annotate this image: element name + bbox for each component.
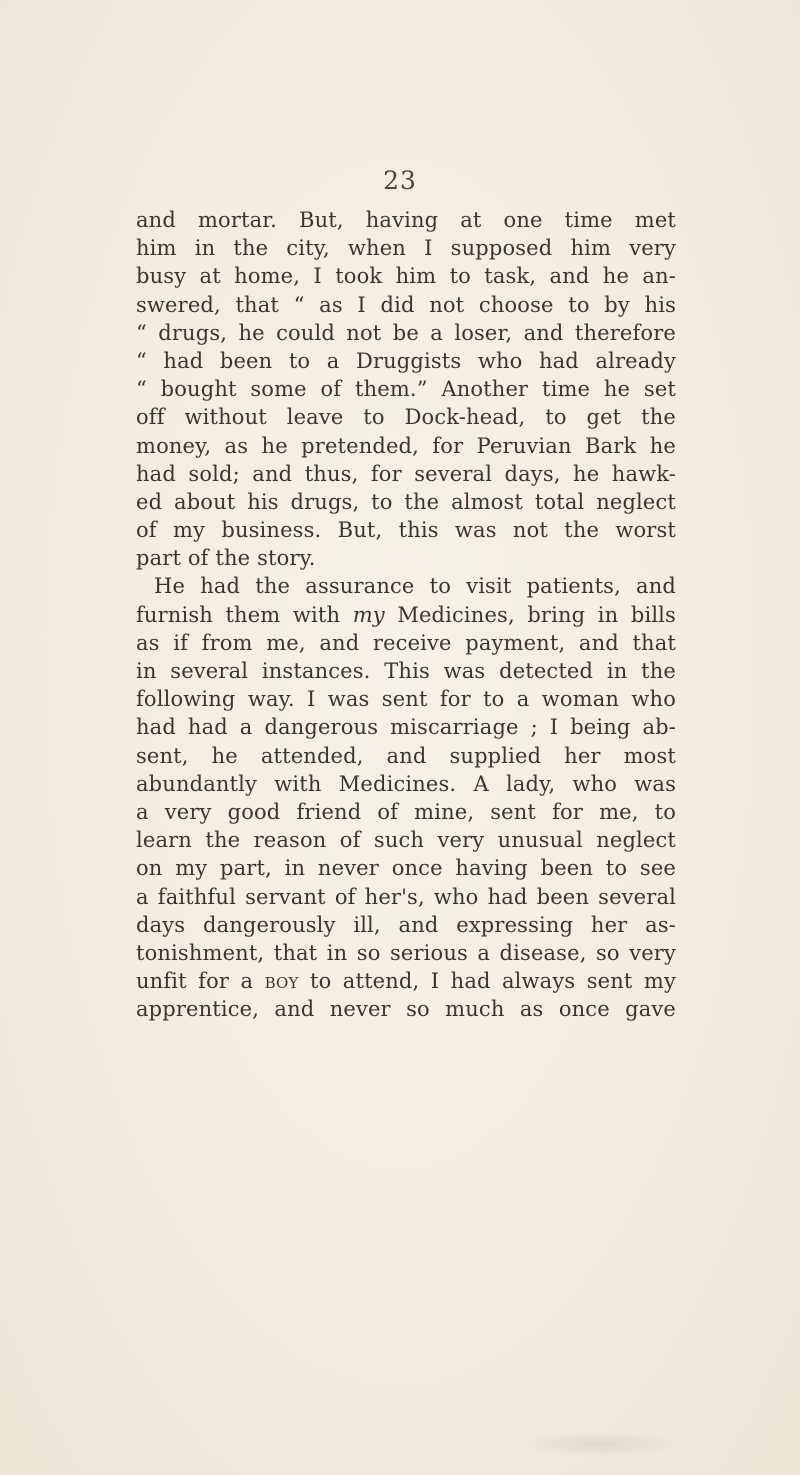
page-number: 23 [383, 166, 417, 195]
text-line: had sold; and thus, for several days, he hawk- [136, 461, 676, 486]
text-line: and mortar. But, having at one time met [136, 208, 676, 232]
small-caps-word: boy [264, 969, 299, 994]
text-line: on my part, in never once having been to see [136, 856, 676, 881]
paper-stain [520, 1431, 680, 1457]
text-line: money, as he pretended, for Peruvian Bark he [136, 433, 676, 458]
text-line: He had the assurance to visit patients, and [154, 574, 676, 599]
text-line: “ had been to a Druggists who had already [136, 348, 676, 373]
text-line: busy at home, I took him to task, and he an- [136, 264, 676, 289]
text-line: off without leave to Dock-head, to get the [136, 405, 676, 430]
body-text [136, 206, 676, 1023]
text-line: “ drugs, he could not be a loser, and therefore [136, 320, 676, 345]
text-line: following way. I was sent for to a woman who [136, 687, 676, 712]
text-line: as if from me, and receive payment, and that [136, 630, 676, 655]
text-line: part of the story. [136, 546, 316, 571]
text-line: a very good friend of mine, sent for me, to [136, 799, 676, 824]
text-line: tonishment, that in so serious a disease, so very [136, 940, 676, 965]
text-line: furnish them with my Medicines, bring in bills [136, 602, 676, 627]
text-line: apprentice, and never so much as once gave [136, 997, 676, 1022]
text-line: swered, that “ as I did not choose to by his [136, 292, 676, 317]
text-line: in several instances. This was detected in the [136, 659, 676, 683]
italic-word: my [352, 602, 385, 627]
text-line: him in the city, when I supposed him very [136, 236, 676, 261]
text-line: had had a dangerous miscarriage ; I being ab- [136, 715, 676, 740]
text-line: sent, he attended, and supplied her most [136, 743, 676, 768]
text-line: ed about his drugs, to the almost total neglect [136, 489, 676, 514]
text-line: unfit for a boy to attend, I had always sent my [136, 969, 676, 994]
text-line: of my business. But, this was not the worst [136, 518, 676, 543]
text-line: a faithful servant of her's, who had been several [136, 884, 676, 909]
text-line: abundantly with Medicines. A lady, who was [136, 771, 676, 796]
text-line: learn the reason of such very unusual neglect [136, 828, 676, 853]
text-line: days dangerously ill, and expressing her as- [136, 912, 676, 937]
text-line: “ bought some of them.” Another time he set [136, 377, 676, 402]
